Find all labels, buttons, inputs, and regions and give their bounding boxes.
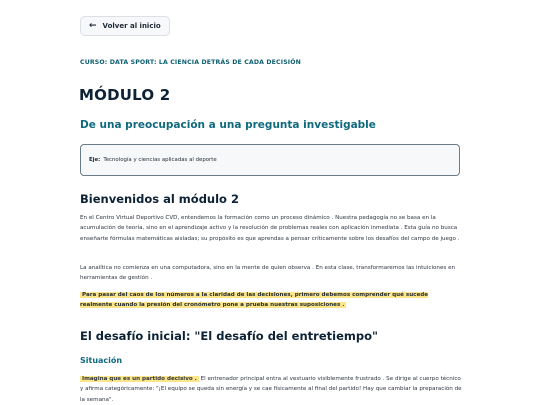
welcome-paragraph-1: En el Centro Virtual Deportivo CVD, entendemos la formación como un proceso dinámico . Nuestra pedagogía no se basa en la acumulación de teoría, sino en el aprendizaje activo y la resolución de problemas reales con aplicación inmediata . Esta guía no busca enseñarte fórmulas matemáticas aisladas; su propósito es que aprendas a pensar críticamente sobre los desafíos del campo de juego . xyxy=(80,215,460,242)
situation-highlight: Imagina que es un partido decisivo . xyxy=(82,376,197,382)
axis-label: Eje: xyxy=(89,157,101,163)
module-subtitle: De una preocupación a una pregunta investigable xyxy=(80,119,376,131)
situation-heading: Situación xyxy=(80,356,123,365)
back-to-home-button[interactable] xyxy=(80,16,170,36)
axis-info-box xyxy=(80,144,460,176)
arrow-left-icon: ← xyxy=(89,20,97,31)
course-label: CURSO: DATA SPORT: LA CIENCIA DETRÁS DE CADA DECISIÓN xyxy=(80,59,301,66)
challenge-heading: El desafío inicial: "El desafío del entretiempo" xyxy=(80,329,378,343)
situation-paragraph xyxy=(80,374,462,405)
axis-value: Tecnología y ciencias aplicadas al deporte xyxy=(103,157,217,163)
welcome-heading: Bienvenidos al módulo 2 xyxy=(80,192,239,206)
situation-text: El entrenador principal entra al vestuario visiblemente frustrado . Se dirige al cuerpo técnico y afirma categóricamente: "¡El equipo se queda sin energía y se cae físicamente al final del partido! Hay que cambiar la preparación de la semana". xyxy=(80,376,462,403)
module-title: MÓDULO 2 xyxy=(79,86,171,104)
welcome-paragraph-2: La analítica no comienza en una computadora, sino en la mente de quien observa . En esta clase, transformaremos las intuiciones en herramientas de gestión . xyxy=(80,265,456,282)
back-button-label: Volver al inicio xyxy=(102,22,161,30)
highlight-text: Para pasar del caos de los números a la claridad de las decisiones, primero debemos comprender qué sucede realmente cuando la presión del cronómetro pone a prueba nuestras suposiciones . xyxy=(80,292,429,309)
highlight-callout xyxy=(80,290,462,311)
